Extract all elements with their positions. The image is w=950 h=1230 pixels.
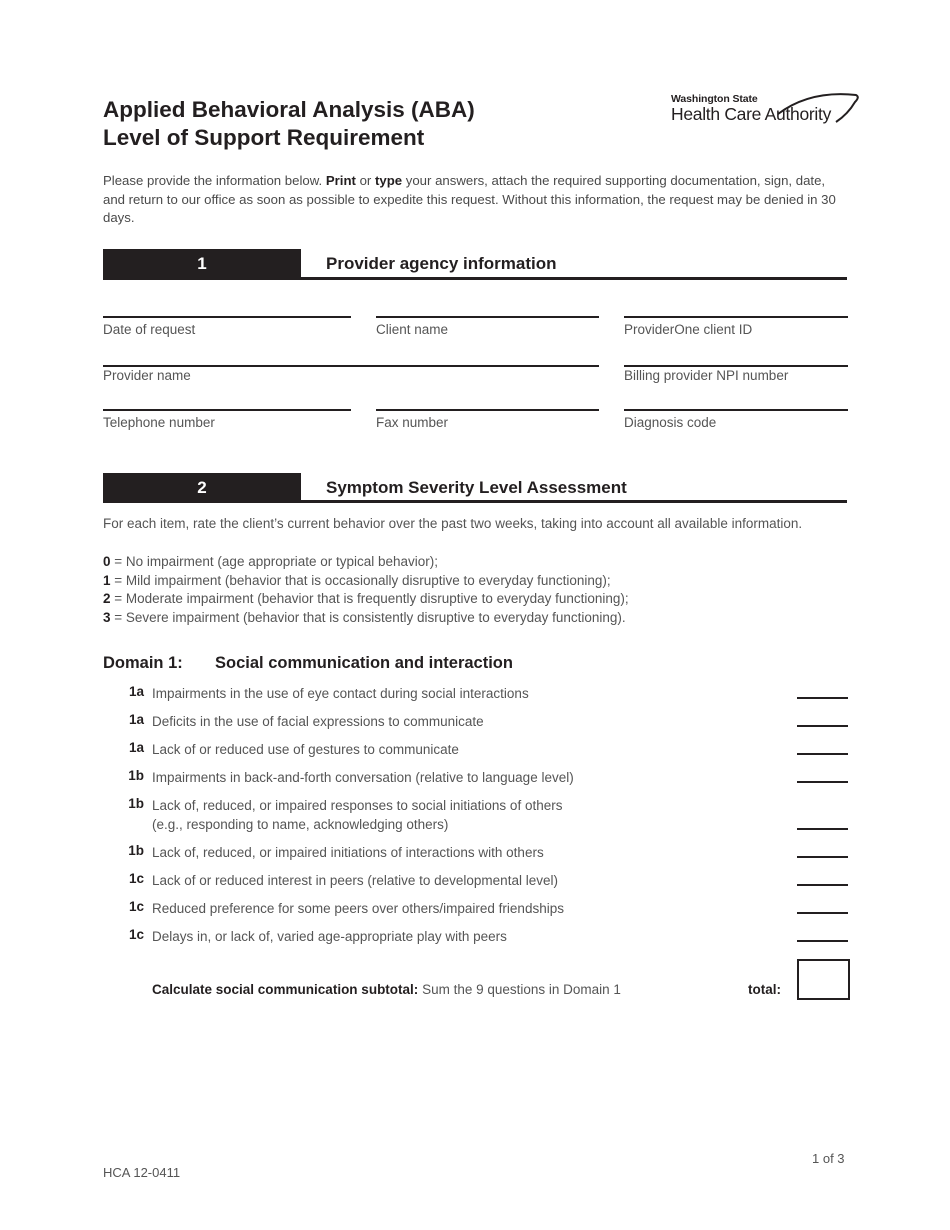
rating-instruction: For each item, rate the client’s current behavior over the past two weeks, taking into account all available information.	[103, 516, 803, 531]
item-code: 1c	[128, 899, 144, 914]
item-code: 1a	[128, 740, 144, 755]
item-text: Delays in, or lack of, varied age-appropriate play with peers	[152, 929, 507, 944]
section-1-title: Provider agency information	[326, 254, 557, 273]
item-text: Lack of or reduced use of gestures to communicate	[152, 742, 459, 757]
client-name-field[interactable]	[376, 316, 599, 318]
telephone-label: Telephone number	[103, 415, 215, 430]
item-text: Impairments in the use of eye contact during social interactions	[152, 686, 529, 701]
intro-print: Print	[325, 173, 356, 188]
logo-swoosh-icon	[660, 88, 860, 128]
total-field[interactable]	[797, 959, 850, 1000]
item-text: Lack of, reduced, or impaired initiations of interactions with others	[152, 845, 544, 860]
item-answer-field[interactable]	[797, 725, 848, 727]
total-label: total:	[748, 982, 781, 997]
scale-row: 2 = Moderate impairment (behavior that is frequently disruptive to everyday functioning);	[103, 591, 629, 607]
scale-row: 1 = Mild impairment (behavior that is occasionally disruptive to everyday functioning);	[103, 572, 611, 588]
item-code: 1c	[128, 871, 144, 886]
section-1-number: 1	[103, 249, 301, 278]
item-text: Impairments in back-and-forth conversation (relative to language level)	[152, 770, 574, 785]
billing-npi-field[interactable]	[624, 365, 848, 367]
billing-npi-label: Billing provider NPI number	[624, 368, 789, 383]
item-code: 1a	[128, 684, 144, 699]
item-answer-field[interactable]	[797, 912, 848, 914]
title-line-2: Level of Support Requirement	[103, 125, 425, 150]
item-code: 1a	[128, 712, 144, 727]
intro-paragraph: Please provide the information below. Print or type your answers, attach the required supporting documentation, sign, date, and return to our office as soon as possible to expedite this request. Without this information, the request may be denied in 30 days.	[103, 173, 836, 225]
page-title	[103, 96, 623, 152]
logo-state: Washington State	[671, 93, 758, 105]
section-2-title: Symptom Severity Level Assessment	[326, 478, 627, 497]
date-of-request-label: Date of request	[103, 322, 196, 337]
item-text: Lack of or reduced interest in peers (relative to developmental level)	[152, 873, 558, 888]
section-1-rule	[103, 277, 847, 280]
item-code: 1b	[128, 768, 144, 783]
hca-logo	[660, 88, 860, 128]
diagnosis-code-label: Diagnosis code	[624, 415, 717, 430]
item-answer-field[interactable]	[797, 781, 848, 783]
client-name-label: Client name	[376, 322, 449, 337]
domain-1-heading	[103, 654, 513, 673]
item-text: Lack of, reduced, or impaired responses to social initiations of others (e.g., responding to name, acknowledging others)	[152, 798, 563, 832]
provider-name-field[interactable]	[103, 365, 599, 367]
fax-field[interactable]	[376, 409, 599, 411]
providerone-client-id-label: ProviderOne client ID	[624, 322, 753, 337]
item-answer-field[interactable]	[797, 753, 848, 755]
domain-1-title: Social communication and interaction	[215, 654, 513, 672]
item-code: 1c	[128, 927, 144, 942]
item-code: 1b	[128, 796, 144, 811]
subtotal-instruction: Calculate social communication subtotal: Sum the 9 questions in Domain 1	[152, 982, 621, 997]
section-2-number: 2	[103, 473, 301, 502]
scale-row: 3 = Severe impairment (behavior that is consistently disruptive to everyday functioning).	[103, 609, 626, 625]
item-answer-field[interactable]	[797, 828, 848, 830]
providerone-client-id-field[interactable]	[624, 316, 848, 318]
intro-type: type	[374, 173, 403, 188]
item-answer-field[interactable]	[797, 940, 848, 942]
telephone-field[interactable]	[103, 409, 351, 411]
logo-agency: Health Care Authority	[671, 104, 832, 124]
rating-scale	[103, 553, 629, 627]
item-text: Reduced preference for some peers over others/impaired friendships	[152, 901, 564, 916]
scale-row: 0 = No impairment (age appropriate or typical behavior);	[103, 554, 439, 569]
item-text: Deficits in the use of facial expressions to communicate	[152, 714, 484, 729]
fax-label: Fax number	[376, 415, 449, 430]
provider-name-label: Provider name	[103, 368, 191, 383]
form-number: HCA 12-0411	[103, 1165, 181, 1180]
diagnosis-code-field[interactable]	[624, 409, 848, 411]
item-answer-field[interactable]	[797, 884, 848, 886]
item-answer-field[interactable]	[797, 856, 848, 858]
domain-1-label: Domain 1:	[103, 654, 183, 672]
title-line-1: Applied Behavioral Analysis (ABA)	[103, 97, 475, 122]
item-answer-field[interactable]	[797, 697, 848, 699]
section-2-rule	[103, 500, 847, 503]
item-code: 1b	[128, 843, 144, 858]
date-of-request-field[interactable]	[103, 316, 351, 318]
page-number: 1 of 3	[812, 1151, 845, 1166]
